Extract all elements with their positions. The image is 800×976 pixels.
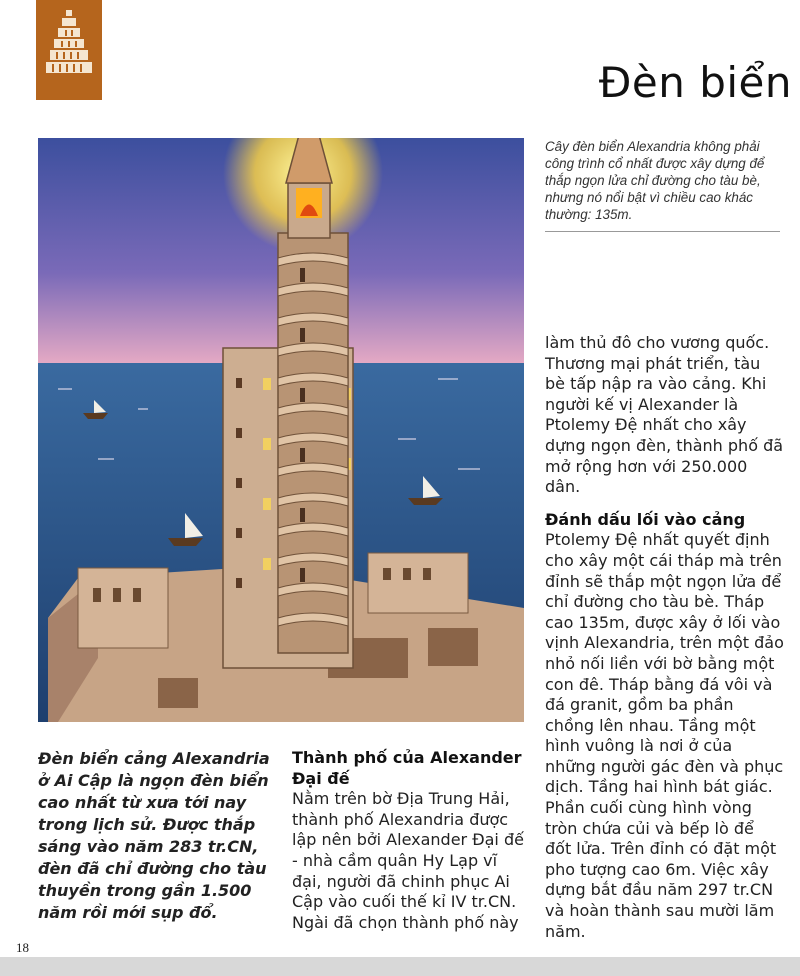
section2-heading: Đánh dấu lối vào cảng — [545, 509, 746, 529]
lighthouse-icon — [36, 0, 102, 100]
chapter-badge — [36, 0, 102, 100]
page-footer-band — [0, 957, 800, 976]
page-title: Đèn biển — [598, 58, 792, 107]
page-number: 18 — [16, 940, 29, 955]
middle-column — [292, 748, 530, 933]
section1-paragraph: Nằm trên bờ Địa Trung Hải, thành phố Alexandria được lập nên bởi Alexander Đại đế - nhà cầm quân Hy Lạp vĩ đại, người đã chinh phục Ai Cập vào cuối thế kỉ IV tr.CN. Ngài đã chọn thành phố này — [292, 789, 524, 932]
section1-continuation: làm thủ đô cho vương quốc. Thương mại phát triển, tàu bè tấp nập ra vào cảng. Khi người kế vị Alexander là Ptolemy Đệ nhất cho xây dựng ngọn đèn, thành phố đã mở rộng hơn với 250.000 dân. — [545, 333, 784, 497]
lighthouse-illustration — [38, 138, 524, 722]
octagonal-tier — [278, 233, 348, 653]
main-caption: Đèn biển cảng Alexandria ở Ai Cập là ngọn đèn biển cao nhất từ xưa tới nay trong lịch sử. Được thắp sáng vào năm 283 tr.CN, đèn đã chỉ đường cho tàu thuyền trong gần 1.500 năm rồi mới sụp đổ. — [38, 749, 270, 922]
section1-heading: Thành phố của Alexander Đại đế — [292, 748, 522, 788]
section2-paragraph: Ptolemy Đệ nhất quyết định cho xây một cái tháp mà trên đỉnh sẽ thắp một ngọn lửa để chỉ đường cho tàu bè. Tháp cao 135m, được xây ở lối vào vịnh Alexandria, trên một đảo nhỏ nối liền với bờ bằng một con đê. Tháp bằng đá vôi và đá granit, gồm ba phần chồng lên nhau. Tầng một hình vuông là nơi ở của những người gác đèn và phục dịch. Tầng hai hình bát giác. Phần cuối cùng hình vòng tròn chứa củi và bếp lò để đốt lửa. Trên đỉnh có đặt một pho tượng cao 6m. Việc xây dựng bắt đầu năm 297 tr.CN và hoàn thành sau mười lăm năm. — [545, 530, 784, 941]
right-column — [545, 333, 785, 942]
illustration-caption: Cây đèn biển Alexandria không phải công trình cổ nhất được xây dựng để thắp ngọn lửa chỉ đường cho tàu bè, nhưng nó nổi bật vì chiều cao khác thường: 135m. — [545, 138, 780, 232]
